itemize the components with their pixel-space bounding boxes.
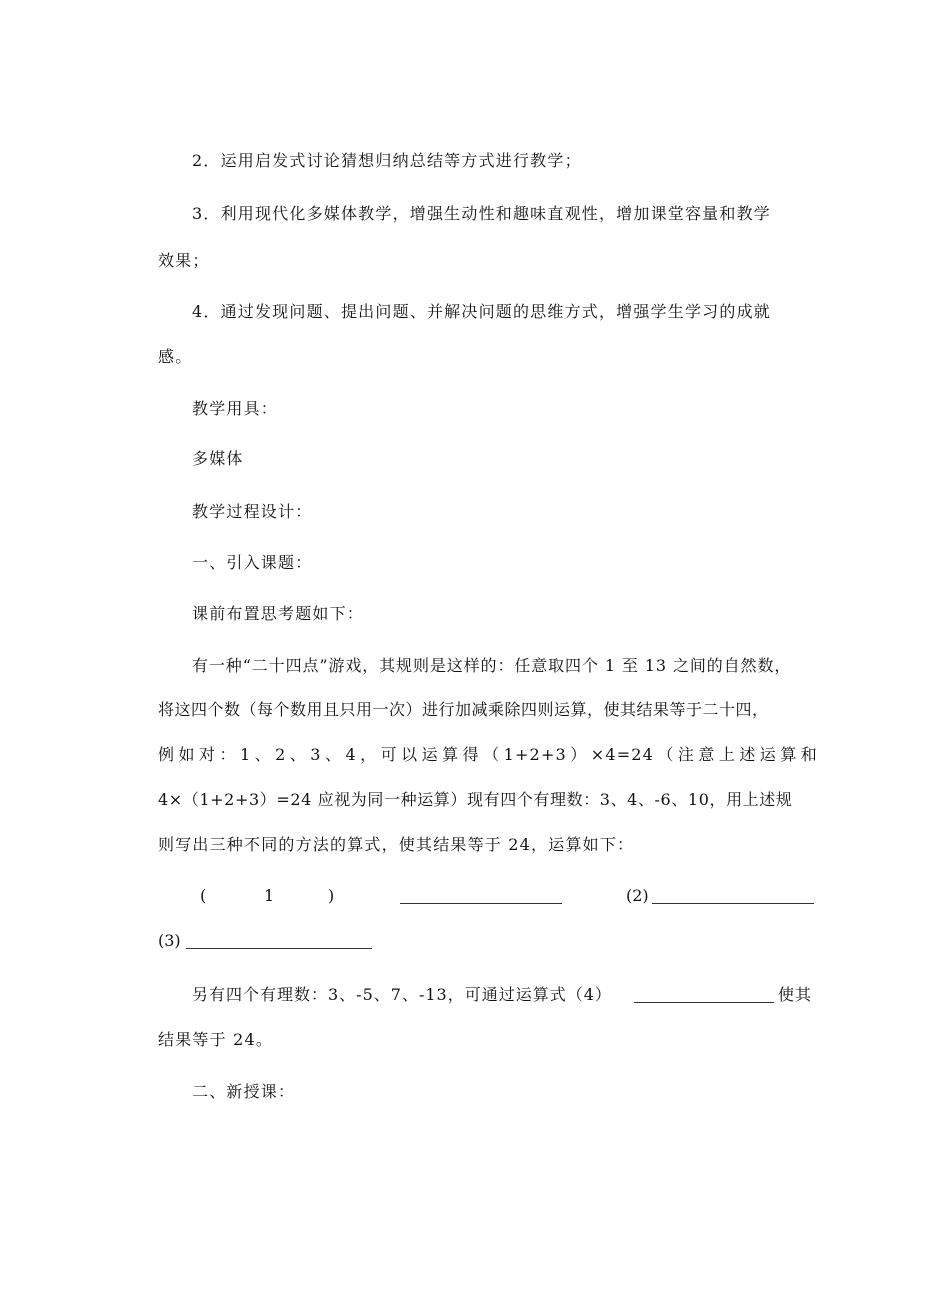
game-rule-line-5: 则写出三种不同的方法的算式，使其结果等于 24，运算如下： [158, 835, 635, 854]
answer-blank-3[interactable] [186, 932, 372, 949]
tools-heading: 教学用具： [192, 399, 279, 418]
method-item-4: 4．通过发现问题、提出问题、并解决问题的思维方式，增强学生学习的成就 [192, 302, 771, 321]
other-numbers-line-2: 结果等于 24。 [158, 1030, 274, 1049]
blank-1-open-paren: ( [200, 886, 207, 905]
other-numbers-line-1-end: 使其 [778, 985, 813, 1004]
game-rule-line-3: 例如对：1、2、3、4，可以运算得（1+2+3）×4=24（注意上述运算和 [158, 745, 818, 764]
process-heading: 教学过程设计： [192, 502, 313, 521]
game-rule-line-4: 4×（1+2+3）=24 应视为同一种运算）现有四个有理数：3、4、-6、10，用上述规 [158, 790, 793, 809]
method-item-3-continued: 效果； [158, 251, 210, 270]
blank-2-label: (2) [626, 886, 649, 905]
tools-value: 多媒体 [192, 449, 244, 468]
method-item-3: 3．利用现代化多媒体教学，增强生动性和趣味直观性，增加课堂容量和教学 [192, 204, 771, 223]
answer-blank-4[interactable] [634, 986, 774, 1003]
blank-3-label: (3) [158, 931, 181, 950]
other-numbers-line-1: 另有四个有理数：3、-5、7、-13，可通过运算式（4） [192, 985, 612, 1004]
game-rule-line-2: 将这四个数（每个数用且只用一次）进行加减乘除四则运算，使其结果等于二十四， [158, 700, 769, 719]
blank-1-number: 1 [264, 886, 275, 905]
method-item-2: 2．运用启发式讨论猜想归纳总结等方式进行教学； [192, 151, 582, 170]
section-1-heading: 一、引入课题： [192, 553, 313, 572]
answer-blank-2[interactable] [652, 887, 814, 904]
game-rule-line-1: 有一种“二十四点”游戏，其规则是这样的：任意取四个 1 至 13 之间的自然数， [192, 656, 792, 675]
section-2-heading: 二、新授课： [192, 1082, 296, 1101]
answer-blank-1[interactable] [400, 887, 562, 904]
method-item-4-continued: 感。 [158, 347, 193, 366]
blank-1-close-paren: ) [328, 886, 335, 905]
prompt-text: 课前布置思考题如下： [192, 604, 365, 623]
